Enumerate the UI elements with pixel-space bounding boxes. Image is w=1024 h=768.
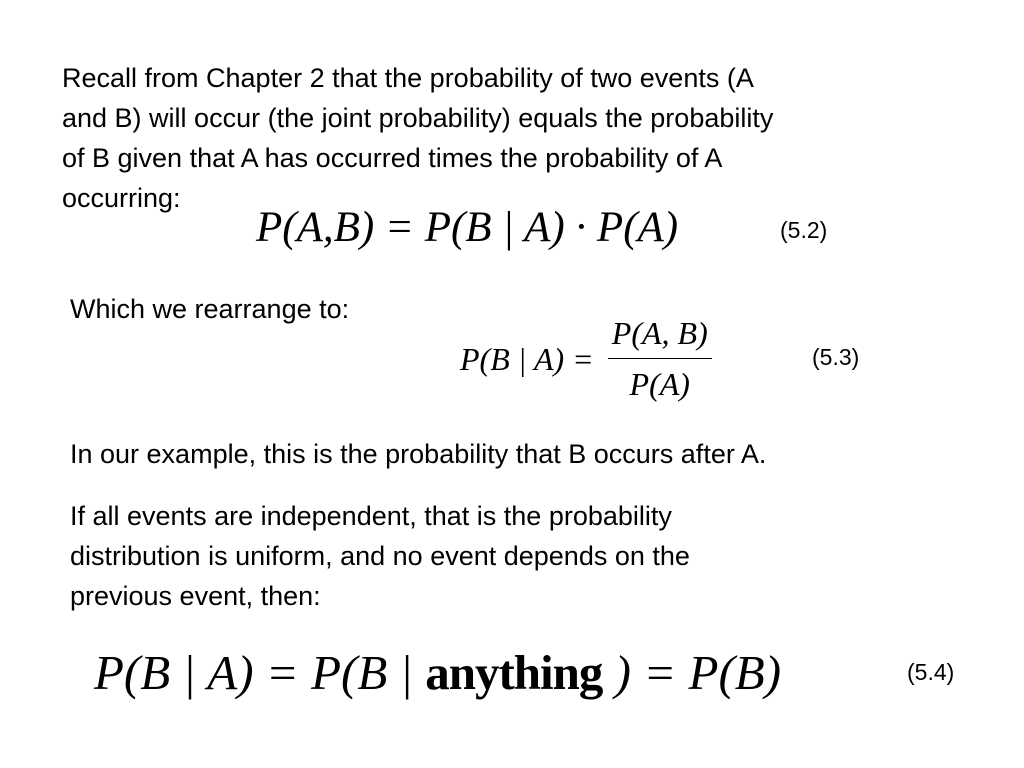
- fraction-denominator: P(A): [629, 366, 690, 402]
- equation-5-3: [460, 314, 712, 414]
- paragraph-line: and B) will occur (the joint probability) equals the probability: [62, 103, 774, 133]
- paragraph-rearrange: Which we rearrange to:: [70, 294, 350, 324]
- equation-5-2: [256, 200, 678, 256]
- paragraph-line: occurring:: [62, 183, 181, 213]
- paragraph-line: If all events are independent, that is the probability: [70, 501, 672, 531]
- equation-part-2: ) = P(B): [614, 645, 782, 700]
- equation-text: P(A,B) = P(B | A) · P(A): [256, 204, 679, 251]
- equation-part-1: P(B | A) = P(B |: [94, 645, 413, 700]
- paragraph-joint-probability: [62, 58, 773, 218]
- paragraph-independent-events: [70, 496, 690, 616]
- equation-lhs: P(B | A) =: [460, 340, 594, 377]
- fraction-numerator: P(A, B): [608, 314, 712, 359]
- paragraph-line: distribution is uniform, and no event depends on the: [70, 541, 690, 571]
- equation-number-5-4: (5.4): [907, 659, 955, 685]
- fraction: [608, 314, 712, 403]
- equation-bold-word: anything: [425, 645, 603, 700]
- equation-number-5-3: (5.3): [812, 344, 860, 370]
- paragraph-example: In our example, this is the probability that B occurs after A.: [70, 439, 767, 469]
- equation-5-4: [94, 640, 781, 706]
- paragraph-line: previous event, then:: [70, 581, 321, 611]
- paragraph-line: of B given that A has occurred times the probability of A: [62, 143, 723, 173]
- equation-number-5-2: (5.2): [780, 217, 828, 243]
- paragraph-line: Recall from Chapter 2 that the probability of two events (A: [62, 63, 754, 93]
